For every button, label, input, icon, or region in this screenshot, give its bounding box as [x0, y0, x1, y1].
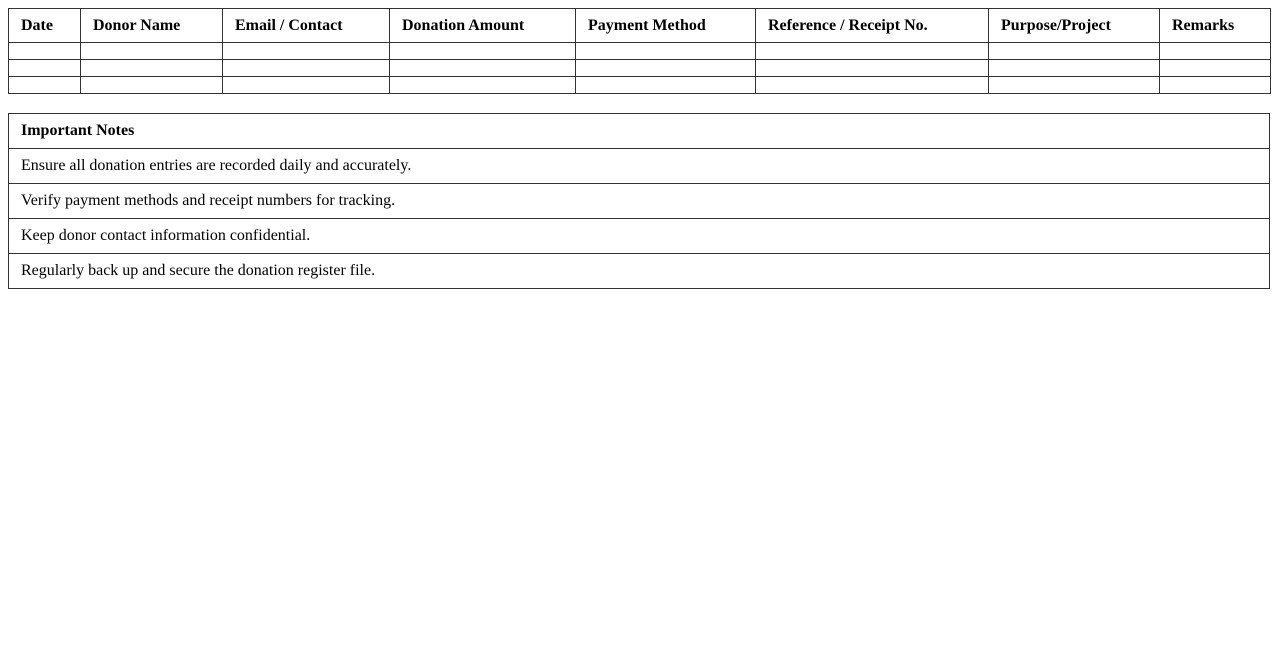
table-cell[interactable] [81, 77, 223, 94]
column-header-date: Date [9, 9, 81, 43]
table-cell[interactable] [1160, 43, 1271, 60]
table-cell[interactable] [989, 77, 1160, 94]
note-item: Verify payment methods and receipt numbers for tracking. [9, 184, 1270, 219]
note-row [9, 149, 1270, 184]
table-cell[interactable] [390, 43, 576, 60]
table-cell[interactable] [223, 43, 390, 60]
notes-heading: Important Notes [9, 114, 1270, 149]
table-cell[interactable] [81, 43, 223, 60]
table-cell[interactable] [223, 77, 390, 94]
column-header-purpose-project: Purpose/Project [989, 9, 1160, 43]
table-cell[interactable] [756, 43, 989, 60]
table-cell[interactable] [989, 60, 1160, 77]
column-header-payment-method: Payment Method [576, 9, 756, 43]
table-cell[interactable] [989, 43, 1160, 60]
table-cell[interactable] [390, 77, 576, 94]
table-row [9, 77, 1271, 94]
column-header-donor-name: Donor Name [81, 9, 223, 43]
table-cell[interactable] [576, 77, 756, 94]
table-cell[interactable] [9, 77, 81, 94]
note-item: Keep donor contact information confidential. [9, 219, 1270, 254]
column-header-donation-amount: Donation Amount [390, 9, 576, 43]
table-cell[interactable] [1160, 77, 1271, 94]
note-row [9, 184, 1270, 219]
note-row [9, 254, 1270, 289]
table-cell[interactable] [9, 60, 81, 77]
notes-header-row [9, 114, 1270, 149]
table-cell[interactable] [9, 43, 81, 60]
donation-register-table [8, 8, 1271, 94]
table-cell[interactable] [576, 43, 756, 60]
table-row [9, 60, 1271, 77]
note-item: Ensure all donation entries are recorded daily and accurately. [9, 149, 1270, 184]
table-cell[interactable] [223, 60, 390, 77]
table-cell[interactable] [1160, 60, 1271, 77]
table-cell[interactable] [756, 60, 989, 77]
column-header-remarks: Remarks [1160, 9, 1271, 43]
register-header-row [9, 9, 1271, 43]
table-cell[interactable] [390, 60, 576, 77]
important-notes-table [8, 113, 1270, 289]
table-cell[interactable] [756, 77, 989, 94]
table-cell[interactable] [81, 60, 223, 77]
table-row [9, 43, 1271, 60]
note-row [9, 219, 1270, 254]
column-header-email-contact: Email / Contact [223, 9, 390, 43]
table-cell[interactable] [576, 60, 756, 77]
column-header-reference-receipt: Reference / Receipt No. [756, 9, 989, 43]
note-item: Regularly back up and secure the donation register file. [9, 254, 1270, 289]
